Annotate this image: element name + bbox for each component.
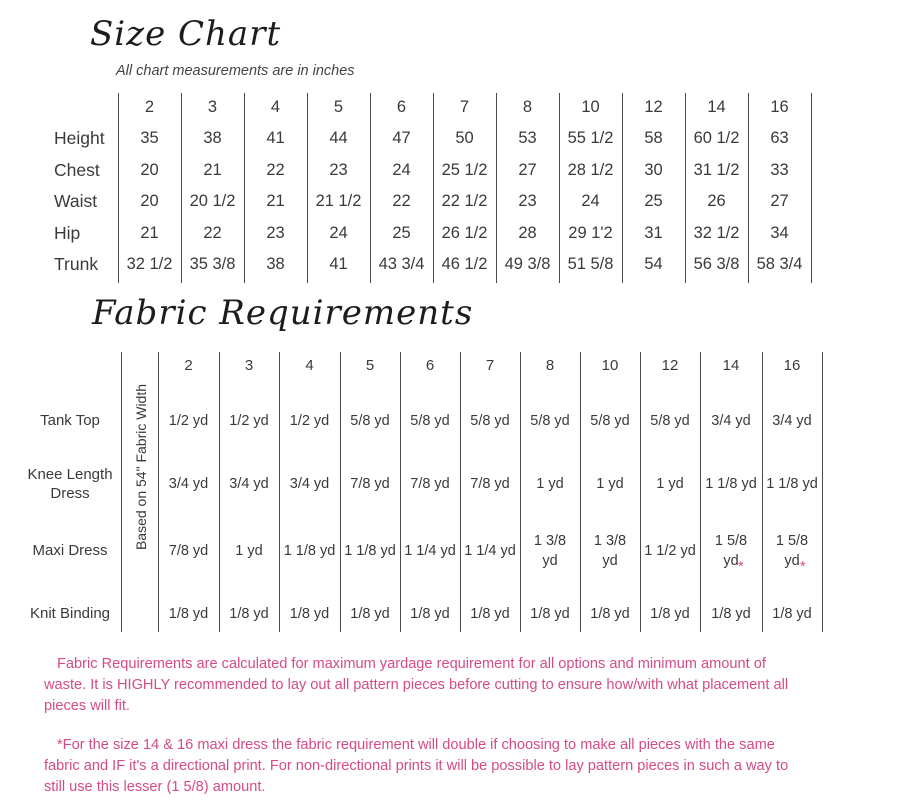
fabric-size-header: 4 bbox=[305, 357, 314, 374]
size-chart-value: 28 1/2 bbox=[567, 161, 614, 179]
fabric-value bbox=[219, 462, 279, 506]
asterisk-mark: * bbox=[800, 559, 806, 575]
size-chart-value: 21 bbox=[266, 192, 285, 210]
fabric-value bbox=[340, 529, 400, 573]
fabric-value-text: 5/8 yd bbox=[530, 413, 570, 429]
fabric-value-text: 1 1/4 yd bbox=[464, 543, 516, 559]
fabric-value-text: 7/8 yd bbox=[168, 543, 209, 559]
size-chart-value: 60 1/2 bbox=[693, 129, 740, 147]
size-chart-size-header: 12 bbox=[644, 98, 663, 116]
size-chart-size-header: 5 bbox=[333, 98, 344, 116]
fabric-value bbox=[219, 399, 279, 443]
fabric-value bbox=[580, 529, 640, 573]
size-chart-value: 25 1/2 bbox=[441, 161, 488, 179]
fabric-size-header: 14 bbox=[722, 357, 740, 374]
size-chart-value: 46 1/2 bbox=[441, 255, 488, 273]
size-chart-size-header: 7 bbox=[459, 98, 470, 116]
fabric-value bbox=[400, 529, 460, 573]
asterisk-mark: * bbox=[738, 559, 744, 575]
fabric-value-text: 7/8 yd bbox=[350, 476, 390, 492]
fabric-value-text: 1 yd bbox=[596, 476, 624, 492]
fabric-size-header: 16 bbox=[783, 357, 801, 374]
fabric-value bbox=[520, 529, 580, 573]
size-chart-value: 20 bbox=[140, 192, 159, 210]
fabric-value bbox=[279, 529, 340, 573]
fabric-table-divider bbox=[121, 352, 122, 632]
fabric-value-text: 5/8 yd bbox=[350, 413, 390, 429]
fabric-value-text: 1 5/8 yd bbox=[714, 533, 748, 569]
size-chart-value: 47 bbox=[392, 129, 411, 147]
fabric-value bbox=[460, 529, 520, 573]
size-chart-value: 31 bbox=[644, 224, 663, 242]
fabric-value-text: 5/8 yd bbox=[470, 413, 510, 429]
size-chart-row-label: Chest bbox=[54, 160, 100, 180]
size-chart-value: 63 bbox=[770, 129, 789, 147]
fabric-value-text: 1 yd bbox=[656, 476, 684, 492]
fabric-value-text: 1/8 yd bbox=[530, 606, 570, 622]
fabric-value bbox=[700, 592, 762, 636]
size-chart-value: 41 bbox=[266, 129, 285, 147]
fabric-value-text: 1 yd bbox=[235, 543, 263, 559]
fabric-value bbox=[219, 592, 279, 636]
fabric-size-header: 10 bbox=[601, 357, 619, 374]
fabric-value bbox=[762, 592, 822, 636]
fabric-value bbox=[279, 399, 340, 443]
size-chart-value: 33 bbox=[770, 161, 789, 179]
size-chart-value: 25 bbox=[644, 192, 663, 210]
fabric-value-text: 1 1/8 yd bbox=[705, 476, 757, 492]
fabric-value bbox=[400, 462, 460, 506]
fabric-value bbox=[400, 592, 460, 636]
fabric-value-text: 1 yd bbox=[536, 476, 564, 492]
size-chart-row-label: Hip bbox=[54, 223, 81, 243]
size-chart-value: 51 5/8 bbox=[567, 255, 614, 273]
size-chart-value: 22 bbox=[266, 161, 285, 179]
fabric-value bbox=[640, 462, 700, 506]
fabric-value bbox=[580, 592, 640, 636]
size-chart-value: 32 1/2 bbox=[126, 255, 173, 273]
fabric-requirements-title: Fabric Requirements bbox=[92, 293, 474, 333]
size-chart-value: 35 bbox=[140, 129, 159, 147]
size-chart-value: 53 bbox=[518, 129, 537, 147]
size-chart-value: 21 bbox=[203, 161, 222, 179]
fabric-value-text: 1/2 yd bbox=[289, 413, 330, 429]
fabric-value-text: 1 1/2 yd bbox=[644, 543, 696, 559]
fabric-value bbox=[460, 399, 520, 443]
fabric-value-text: 5/8 yd bbox=[410, 413, 450, 429]
fabric-value bbox=[460, 592, 520, 636]
fabric-value-text: 1/8 yd bbox=[711, 606, 751, 622]
size-chart-value: 38 bbox=[203, 129, 222, 147]
fabric-value bbox=[158, 399, 219, 443]
fabric-value-text: 1 1/8 yd bbox=[283, 543, 336, 559]
size-chart-size-header: 14 bbox=[707, 98, 726, 116]
fabric-size-header: 7 bbox=[485, 357, 495, 374]
fabric-value bbox=[762, 462, 822, 506]
fabric-row-label: Knit Binding bbox=[29, 605, 111, 622]
fabric-size-header: 3 bbox=[244, 357, 254, 374]
fabric-value bbox=[700, 399, 762, 443]
size-chart-row-label: Waist bbox=[54, 191, 98, 211]
fabric-value-text: 1/2 yd bbox=[229, 413, 269, 429]
fabric-value-text: 1/2 yd bbox=[168, 413, 209, 429]
fabric-value-text: 3/4 yd bbox=[168, 476, 209, 492]
size-chart-value: 34 bbox=[770, 224, 789, 242]
size-chart-value: 29 1'2 bbox=[568, 224, 613, 242]
size-chart-value: 35 3/8 bbox=[189, 255, 236, 273]
fabric-value bbox=[640, 529, 700, 573]
fabric-size-header: 5 bbox=[365, 357, 375, 374]
size-chart-title: Size Chart bbox=[90, 14, 282, 54]
size-chart-value: 22 bbox=[203, 224, 222, 242]
size-chart-value: 27 bbox=[770, 192, 789, 210]
fabric-value bbox=[158, 529, 219, 573]
maxi-dress-footnote: *For the size 14 & 16 maxi dress the fabric requirement will double if choosing to make all pieces with the same fabric and IF it's a directional print. For non-directional prints it will be possible to lay pattern pieces in such a way to still use this lesser (1 5/8) amount. bbox=[44, 737, 789, 795]
fabric-size-header: 6 bbox=[425, 357, 435, 374]
size-chart-value: 30 bbox=[644, 161, 663, 179]
fabric-row-label: Tank Top bbox=[40, 412, 100, 429]
fabric-value bbox=[340, 399, 400, 443]
fabric-value bbox=[340, 592, 400, 636]
fabric-value bbox=[520, 399, 580, 443]
fabric-value-text: 5/8 yd bbox=[590, 413, 630, 429]
size-chart-value: 21 bbox=[140, 224, 159, 242]
fabric-value-text: 1 3/8 yd bbox=[533, 533, 567, 569]
fabric-value-text: 3/4 yd bbox=[711, 413, 751, 429]
size-chart-value: 41 bbox=[329, 255, 348, 273]
size-chart-subtitle: All chart measurements are in inches bbox=[116, 63, 355, 79]
fabric-value-text: 1/8 yd bbox=[350, 606, 390, 622]
fabric-value bbox=[762, 529, 822, 573]
fabric-value-text: 1 1/8 yd bbox=[344, 543, 396, 559]
fabric-value bbox=[219, 529, 279, 573]
size-chart-value: 56 3/8 bbox=[693, 255, 740, 273]
fabric-value bbox=[700, 462, 762, 506]
size-chart-value: 54 bbox=[644, 255, 663, 273]
fabric-value bbox=[158, 592, 219, 636]
size-chart-size-header: 16 bbox=[770, 98, 789, 116]
size-chart-value: 22 bbox=[392, 192, 411, 210]
fabric-value-text: 1/8 yd bbox=[229, 606, 269, 622]
size-chart-value: 50 bbox=[455, 129, 474, 147]
size-chart-value: 24 bbox=[392, 161, 411, 179]
size-chart-value: 23 bbox=[329, 161, 348, 179]
size-chart-value: 20 1/2 bbox=[189, 192, 236, 210]
fabric-row-label: Maxi Dress bbox=[32, 542, 108, 559]
fabric-value bbox=[158, 462, 219, 506]
size-chart-value: 25 bbox=[392, 224, 411, 242]
fabric-row-label: Knee Length Dress bbox=[27, 466, 113, 502]
size-chart-value: 58 3/4 bbox=[756, 255, 803, 273]
fabric-value-text: 1 3/8 yd bbox=[593, 533, 627, 569]
fabric-value-text: 1/8 yd bbox=[590, 606, 630, 622]
fabric-value bbox=[279, 592, 340, 636]
size-chart-value: 21 1/2 bbox=[315, 192, 362, 210]
fabric-value-text: 1/8 yd bbox=[410, 606, 450, 622]
size-chart-value: 55 1/2 bbox=[567, 129, 614, 147]
size-chart-value: 31 1/2 bbox=[693, 161, 740, 179]
fabric-value-text: 3/4 yd bbox=[289, 476, 330, 492]
size-chart-value: 26 1/2 bbox=[441, 224, 488, 242]
fabric-value bbox=[580, 399, 640, 443]
fabric-value-text: 1/8 yd bbox=[650, 606, 690, 622]
fabric-value-text: 3/4 yd bbox=[772, 413, 812, 429]
size-chart-value: 32 1/2 bbox=[693, 224, 740, 242]
fabric-value bbox=[700, 529, 762, 573]
size-chart-value: 23 bbox=[518, 192, 537, 210]
fabric-value-text: 1/8 yd bbox=[772, 606, 812, 622]
size-chart-value: 23 bbox=[266, 224, 285, 242]
fabric-value bbox=[460, 462, 520, 506]
size-chart-value: 24 bbox=[581, 192, 600, 210]
fabric-width-note: Based on 54" Fabric Width bbox=[133, 383, 149, 551]
fabric-note-paragraph: Fabric Requirements are calculated for maximum yardage requirement for all options and minimum amount of waste. It is HIGHLY recommended to lay out all pattern pieces before cutting to ensure how/with what placement all pieces will fit. bbox=[44, 656, 789, 714]
fabric-value bbox=[400, 399, 460, 443]
fabric-value bbox=[640, 592, 700, 636]
size-chart-value: 58 bbox=[644, 129, 663, 147]
size-chart-size-header: 6 bbox=[396, 98, 407, 116]
fabric-value-text: 1 1/8 yd bbox=[766, 476, 818, 492]
fabric-value-text: 1/8 yd bbox=[168, 606, 209, 622]
fabric-value-text: 5/8 yd bbox=[650, 413, 690, 429]
fabric-value bbox=[640, 399, 700, 443]
fabric-value-text: 7/8 yd bbox=[410, 476, 450, 492]
size-chart-row-label: Height bbox=[54, 128, 105, 148]
fabric-size-header: 8 bbox=[545, 357, 555, 374]
size-chart-value: 49 3/8 bbox=[504, 255, 551, 273]
fabric-value bbox=[762, 399, 822, 443]
size-chart-row-label: Trunk bbox=[54, 254, 99, 274]
fabric-value bbox=[520, 592, 580, 636]
size-chart-size-header: 3 bbox=[207, 98, 218, 116]
fabric-table-divider bbox=[822, 352, 823, 632]
fabric-value-text: 1 1/4 yd bbox=[404, 543, 456, 559]
size-chart-value: 44 bbox=[329, 129, 348, 147]
fabric-value-text: 1/8 yd bbox=[470, 606, 510, 622]
size-chart-value: 38 bbox=[266, 255, 285, 273]
size-chart-value: 24 bbox=[329, 224, 348, 242]
fabric-value-text: 1/8 yd bbox=[289, 606, 330, 622]
size-chart-value: 20 bbox=[140, 161, 159, 179]
size-chart-divider bbox=[811, 93, 812, 283]
size-chart-size-header: 8 bbox=[522, 98, 533, 116]
fabric-value-text: 7/8 yd bbox=[470, 476, 510, 492]
size-chart-value: 22 1/2 bbox=[441, 192, 488, 210]
fabric-value bbox=[520, 462, 580, 506]
size-chart-value: 26 bbox=[707, 192, 726, 210]
size-chart-value: 27 bbox=[518, 161, 537, 179]
size-chart-size-header: 10 bbox=[581, 98, 600, 116]
fabric-value bbox=[279, 462, 340, 506]
fabric-size-header: 12 bbox=[661, 357, 679, 374]
fabric-size-header: 2 bbox=[184, 357, 193, 374]
fabric-value bbox=[580, 462, 640, 506]
size-chart-size-header: 4 bbox=[270, 98, 281, 116]
fabric-value bbox=[340, 462, 400, 506]
size-chart-value: 28 bbox=[518, 224, 537, 242]
size-chart-value: 43 3/4 bbox=[378, 255, 425, 273]
size-chart-size-header: 2 bbox=[144, 98, 155, 116]
fabric-value-text: 3/4 yd bbox=[229, 476, 269, 492]
fabric-value-text: 1 5/8 yd bbox=[775, 533, 809, 569]
